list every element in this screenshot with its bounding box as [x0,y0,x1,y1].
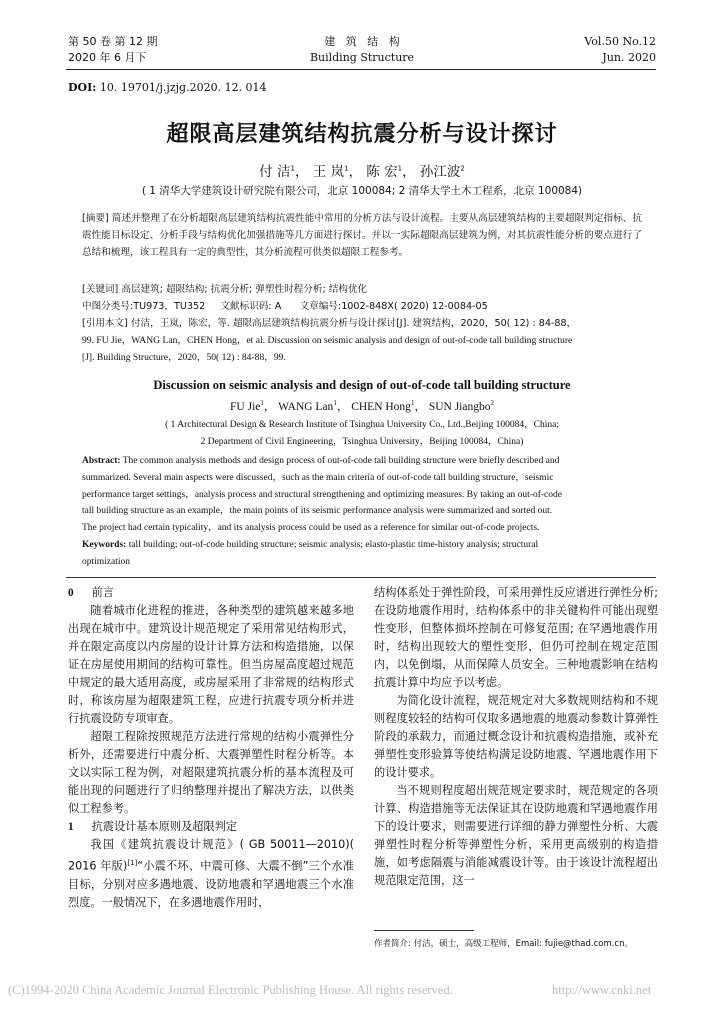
doi-label: DOI: [68,81,97,94]
section-0-number: 0 [68,587,74,599]
section-rule [66,577,656,578]
author-en-3: CHEN Hong [351,401,411,413]
keywords-cn [82,281,642,298]
section-0-title: 前言 [91,586,114,599]
citation-line-1: 付洁，王岚，陈宏，等. 超限高层建筑结构抗震分析与设计探讨[J]. 建筑结构，2020，50( 12) : 84-88， [130,318,577,329]
affiliation-en-1: ( 1 Architectural Design & Research Institute of Tsinghua University Co., Ltd.,Beijing 100084，China; [165,420,559,430]
abstract-en-line: The project had certain typicality，and its analysis process could be used as a reference for similar out-of-code projects. [82,523,540,534]
clc-value: TU973，TU352 [133,301,206,312]
keywords-cn-text: 高层建筑; 超限结构; 抗震分析; 弹塑性时程分析; 结构优化 [121,284,368,295]
author-note: 作者简介: 付洁，硕士，高级工程师，Email: fujie@thad.com.cn。 [374,939,633,949]
footnote-rule [374,930,474,931]
affiliation-cn: ( 1 清华大学建筑设计研究院有限公司，北京 100084; 2 清华大学土木工程系，北京 100084) [141,185,583,197]
author-cn-4: 孙江波 [419,164,461,180]
affiliation-en-2: 2 Department of Civil Engineering，Tsinghua University，Beijing 100084，China) [200,437,524,447]
doc-code-label: 文献标识码: [220,301,272,312]
keywords-en-line-1: tall building; out-of-code building structure; seismic analysis; elasto-plastic time-history analysis; structural [128,539,539,550]
citation-label: [引用本文] [82,318,128,329]
author-en-4: SUN Jiangbo [428,401,491,413]
author-en-2: WANG Lan [278,401,334,413]
paragraph: 随着城市化进程的推进，各种类型的建筑越来越多地出现在城市中。建筑设计规范规定了采用常见结构形式，并在限定高度以内房屋的设计计算方法和构造措施，以保证在房屋使用期间的结构可靠性。但当房屋高度超过规范中规定的最大适用高度，或房屋采用了非常规的结构形式时，称该房屋为超限建筑工程，应进行抗震专项分析并进行抗震设防专项审查。 [68,604,354,725]
abstract-en-line: tall building structure as an example，the main points of its seismic performance analysis were summarized and sorted out. [82,506,553,517]
classification-line [82,298,642,315]
header-journal-en: Building Structure [309,51,415,64]
paragraph [68,836,354,912]
citation-line-3: [J]. Building Structure，2020，50( 12) : 84-88，99. [82,352,286,363]
abstract-en [82,453,642,571]
paragraph: 当不规则程度超出规范规定要求时，规范规定的各项计算、构造措施等无法保证其在设防地震和罕遇地震作用下的设计要求，则需要进行详细的静力弹塑性分析、大震弹塑性时程分析等弹塑性分析，采用更高级别的构造措施，如考虑隔震与消能减震设计等。由于该设计流程超出规范限定范围，这一 [374,784,658,887]
section-1-title: 抗震设计基本原则及超限判定 [91,820,238,833]
citation-line-2: 99. FU Jie，WANG Lan，CHEN Hong，et al. Discussion on seismic analysis and design of out-of-code tall building structure [82,335,573,346]
abstract-cn [82,210,642,261]
authors-en: FU Jie$^1$， WANG Lan$^1$， CHEN Hong$^1$， SUN Jiangbo$^2$ [230,399,494,413]
body-right-column [374,584,658,890]
abstract-en-line: performance target settings，analysis process and structural strengthening and optimizing measures. By taking an out-of-code [82,489,562,500]
page-title: 超限高层建筑结构抗震分析与设计探讨 [166,122,558,147]
doi-value: 10. 19701/j.jzjg.2020. 12. 014 [99,81,267,94]
abstract-en-label: Abstract: [82,456,121,466]
header-volume-cn: 第 50 卷 第 12 期 [68,35,158,48]
section-1-heading [68,818,354,836]
keywords-en-label: Keywords: [82,539,127,550]
reference-marker: [1] [127,859,138,867]
header-volume-en: Vol.50 No.12 [584,35,656,48]
clc-label: 中图分类号: [82,301,134,312]
cnki-url[interactable]: http://www.cnki.net [552,983,652,997]
paragraph-part: “小震不坏、中震可修、大震不倒”三个水准目标，分别对应多遇地震、设防地震和罕遇地震三个水准烈度。一般情况下，在多遇地震作用时， [68,859,354,909]
abstract-cn-label: [摘要] [82,213,109,224]
authors-cn: 付 洁$^1$， 王 岚$^1$， 陈 宏$^1$， 孙江波$^2$ [259,164,465,180]
paragraph-part: 我国《建筑抗震设计规范》( GB 50011—2010)( 2016 年版) [68,838,354,873]
author-cn-1: 付 洁 [259,164,291,180]
paragraph: 为简化设计流程，规范规定对大多数规则结构和不规则程度较轻的结构可仅取多遇地震的地震动参数计算弹性阶段的承载力，而通过概念设计和抗震构造措施，或补充弹塑性变形验算等使结构满足设防地震、罕遇地震作用下的设计要求。 [374,694,658,779]
abstract-en-line: The common analysis methods and design process of out-of-code tall building structure were briefly described and [122,456,560,466]
author-cn-2: 王 岚 [312,164,345,180]
author-en-1: FU Jie [230,401,261,413]
doc-code-value: A [274,301,282,312]
article-no-value: 1002-848X( 2020) 12-0084-05 [341,301,488,312]
author-cn-3: 陈 宏 [366,164,398,180]
paragraph: 超限工程除按照规范方法进行常规的结构小震弹性分析外，还需要进行中震分析、大震弹塑性时程分析等。本文以实际工程为例，对超限建筑抗震分析的基本流程及可能出现的问题进行了归纳整理并提出了解决方法，以供类似工程参考。 [68,730,354,815]
article-no-label: 文章编号: [299,301,342,312]
copyright-footer: (C)1994-2020 China Academic Journal Electronic Publishing House. All rights reserved. [8,983,453,997]
section-1-number: 1 [68,821,74,833]
abstract-cn-text: 简述并整理了在分析超限高层建筑结构抗震性能中常用的分析方法与设计流程。主要从高层建筑结构的主要超限判定指标、抗震性能目标设定、分析手段与结构优化加强措施等几方面进行探讨。并以一实际超限高层建筑为例，对其抗震性能分析的要点进行了总结和梳理，该工程具有一定的典型性，其分析流程可供类似超限工程参考。 [82,213,642,258]
abstract-en-line: summarized. Several main aspects were discussed，such as the main criteria of out-of-code tall building structure，seismic [82,472,554,483]
keywords-en-line-2: optimization [82,556,131,567]
citation [82,315,642,366]
section-0-heading [68,584,354,602]
header-rule [66,69,656,70]
keywords-cn-label: [关键词] [82,284,119,295]
header-journal-cn: 建 筑 结 构 [324,35,400,48]
title-en: Discussion on seismic analysis and design of out-of-code tall building structure [153,378,571,392]
header-date-en: Jun. 2020 [602,51,656,64]
header-date-cn: 2020 年 6 月下 [68,51,147,64]
body-left-column [68,584,354,912]
paragraph: 结构体系处于弹性阶段，可采用弹性反应谱进行弹性分析; 在设防地震作用时，结构体系中的非关键构件可能出现塑性变形，但整体损坏控制在可修复范围; 在罕遇地震作用时，结构出现较大的塑性变形，但仍可控制在规定范围内，以免倒塌，从而保障人员安全。三种地震影响在结构抗震计算中均应予以考虑。 [374,586,658,689]
doi-line [68,81,267,94]
